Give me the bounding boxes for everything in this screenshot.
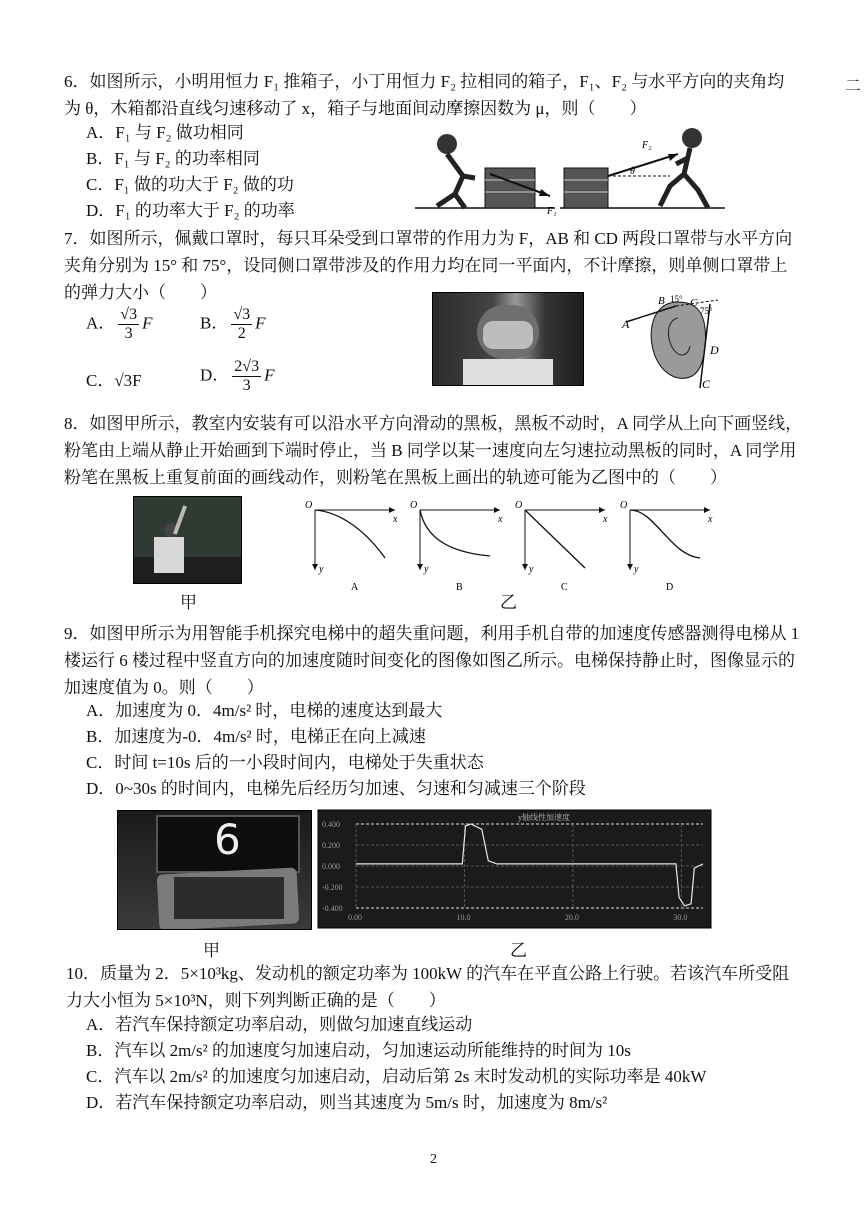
q9-acceleration-chart bbox=[318, 810, 711, 928]
q6-stem: 6．如图所示，小明用恒力 F₁ 推箱子，小丁用恒力 F₂ 拉相同的箱子，F₁、F₂ 与水平方向的夹角均为 θ，木箱都沿直线匀速移动了 x，箱子与地面间动摩擦因数为 μ，则（ ） bbox=[64, 72, 785, 118]
q9-chart-title: y轴线性加速度 bbox=[518, 813, 570, 822]
q8-graph-x-label: x bbox=[603, 514, 608, 525]
q8-graph-x-label: x bbox=[498, 514, 503, 525]
q7-mask-photo bbox=[432, 292, 584, 386]
q8-graph-label: D bbox=[666, 582, 674, 593]
q9-option-d: D．0~30s 的时间内，电梯先后经历匀加速、匀速和匀减速三个阶段 bbox=[86, 779, 586, 798]
q10-option-a: A．若汽车保持额定功率启动，则做匀加速直线运动 bbox=[86, 1015, 473, 1034]
q9-caption-jia: 甲 bbox=[203, 941, 220, 961]
q8-graph-x-label: x bbox=[393, 514, 398, 525]
q7-ear-diagram bbox=[618, 292, 738, 392]
q7-stem: 7．如图所示，佩戴口罩时，每只耳朵受到口罩带的作用力为 F，AB 和 CD 两段口罩带与水平方向夹角分别为 15° 和 75°，设同侧口罩带涉及的作用力均在同一平面内，不计摩擦，则单侧口罩带上的弹力大小（ ） bbox=[64, 229, 793, 302]
q9-option-a: A．加速度为 0．4m/s² 时，电梯的速度达到最大 bbox=[86, 701, 443, 720]
q8-graph-origin: O bbox=[620, 500, 628, 511]
q9-option-b: B．加速度为-0．4m/s² 时，电梯正在向上减速 bbox=[86, 727, 426, 746]
q8-graph-y-label: y bbox=[319, 564, 324, 575]
q10-option-b: B．汽车以 2m/s² 的加速度匀加速启动，匀加速运动所能维持的时间为 10s bbox=[86, 1041, 631, 1060]
q7-label-c-top: C bbox=[690, 297, 698, 309]
q8-graph-c bbox=[515, 500, 608, 593]
q6-f2-label: F₂ bbox=[642, 140, 652, 151]
q10-option-d: D．若汽车保持额定功率启动，则当其速度为 5m/s 时，加速度为 8m/s² bbox=[86, 1093, 608, 1112]
q9-y-tick: 0.400 bbox=[322, 820, 340, 829]
q9-y-tick: 0.000 bbox=[322, 862, 340, 871]
q9-elevator-photo bbox=[117, 810, 312, 930]
q8-graph-label: C bbox=[561, 582, 568, 593]
q6-option-c: C．F₁ 做的功大于 F₂ 做的功 bbox=[86, 175, 294, 194]
q8-caption-yi: 乙 bbox=[500, 593, 517, 613]
q9-y-tick: -0.400 bbox=[322, 904, 343, 913]
q6-f1-label: F₁ bbox=[547, 206, 557, 217]
q9-chart-background bbox=[318, 810, 711, 928]
q7-option-a: A． $\frac{√3}{3}$ F bbox=[86, 306, 153, 342]
q8-caption-jia: 甲 bbox=[180, 593, 197, 613]
q8-stem: 8．如图甲所示，教室内安装有可以沿水平方向滑动的黑板，黑板不动时，A 同学从上向下画竖线，粉笔由上端从静止开始画到下端时停止，当 B 同学以某一速度向左匀速拉动黑板的同时，A 同学用粉笔在黑板上重复前面的画线动作，则粉笔在黑板上画出的轨迹可能为乙图中的（ ） bbox=[64, 414, 803, 487]
q9-floor-display: 6 bbox=[214, 815, 241, 864]
q9-caption-yi: 乙 bbox=[510, 941, 527, 961]
q9-y-tick: 0.200 bbox=[322, 841, 340, 850]
q8-graph-y-label: y bbox=[634, 564, 639, 575]
q6-option-d: D．F₁ 的功率大于 F₂ 的功率 bbox=[86, 201, 295, 220]
q8-graph-d bbox=[620, 500, 713, 593]
q8-graph-label: A bbox=[351, 582, 359, 593]
q8-graph-origin: O bbox=[305, 500, 313, 511]
q7-option-d: D． $\frac{2√3}{3}$ F bbox=[200, 358, 275, 394]
q7-angle-15: 15° bbox=[670, 294, 683, 304]
q6-figure-pull bbox=[560, 124, 730, 214]
q6-option-b: B．F₁ 与 F₂ 的功率相同 bbox=[86, 149, 260, 168]
q8-graph-b bbox=[410, 500, 503, 593]
q8-trajectory-graphs bbox=[305, 500, 725, 595]
q7-label-c: C bbox=[702, 377, 711, 391]
q7-angle-75: 75° bbox=[700, 306, 713, 316]
q10-option-c: C．汽车以 2m/s² 的加速度匀加速启动，启动后第 2s 末时发动机的实际功率是 40kW bbox=[86, 1067, 707, 1086]
q10-stem: 10．质量为 2．5×10³kg、发动机的额定功率为 100kW 的汽车在平直公路上行驶。若该汽车所受阻力大小恒为 5×10³N，则下列判断正确的是（ ） bbox=[66, 964, 790, 1010]
q9-option-c: C．时间 t=10s 后的一小段时间内，电梯处于失重状态 bbox=[86, 753, 484, 772]
q9-x-tick: 30.0 bbox=[673, 913, 688, 922]
q7-label-b: B bbox=[658, 295, 665, 307]
page-number: 2 bbox=[430, 1152, 437, 1167]
q8-graph-x-label: x bbox=[708, 514, 713, 525]
q7-label-d: D bbox=[710, 343, 719, 357]
q8-graph-origin: O bbox=[410, 500, 418, 511]
q8-graph-y-label: y bbox=[424, 564, 429, 575]
q8-graph-a bbox=[305, 500, 398, 593]
edge-text: 二 bbox=[844, 78, 861, 95]
q9-y-tick: -0.200 bbox=[322, 883, 343, 892]
q6-theta-label: θ bbox=[630, 166, 635, 177]
q8-graph-y-label: y bbox=[529, 564, 534, 575]
q7-option-c: C．√3F bbox=[86, 371, 142, 390]
q9-stem: 9．如图甲所示为用智能手机探究电梯中的超失重问题，利用手机自带的加速度传感器测得电梯从 1 楼运行 6 楼过程中竖直方向的加速度随时间变化的图像如图乙所示。电梯保持静止时，图像显示的加速度值为 0。则（ ） bbox=[64, 624, 800, 697]
q7-label-a: A bbox=[622, 317, 630, 331]
q6-figure-push bbox=[415, 124, 565, 217]
q9-x-tick: 0.00 bbox=[348, 913, 362, 922]
q6-option-a: A．F₁ 与 F₂ 做功相同 bbox=[86, 123, 244, 142]
q9-x-tick: 20.0 bbox=[564, 913, 579, 922]
q8-graph-label: B bbox=[456, 582, 463, 593]
q8-graph-origin: O bbox=[515, 500, 523, 511]
q7-option-b: B． $\frac{√3}{2}$ F bbox=[200, 306, 266, 342]
q8-classroom-photo bbox=[133, 496, 242, 584]
q9-x-tick: 10.0 bbox=[456, 913, 471, 922]
